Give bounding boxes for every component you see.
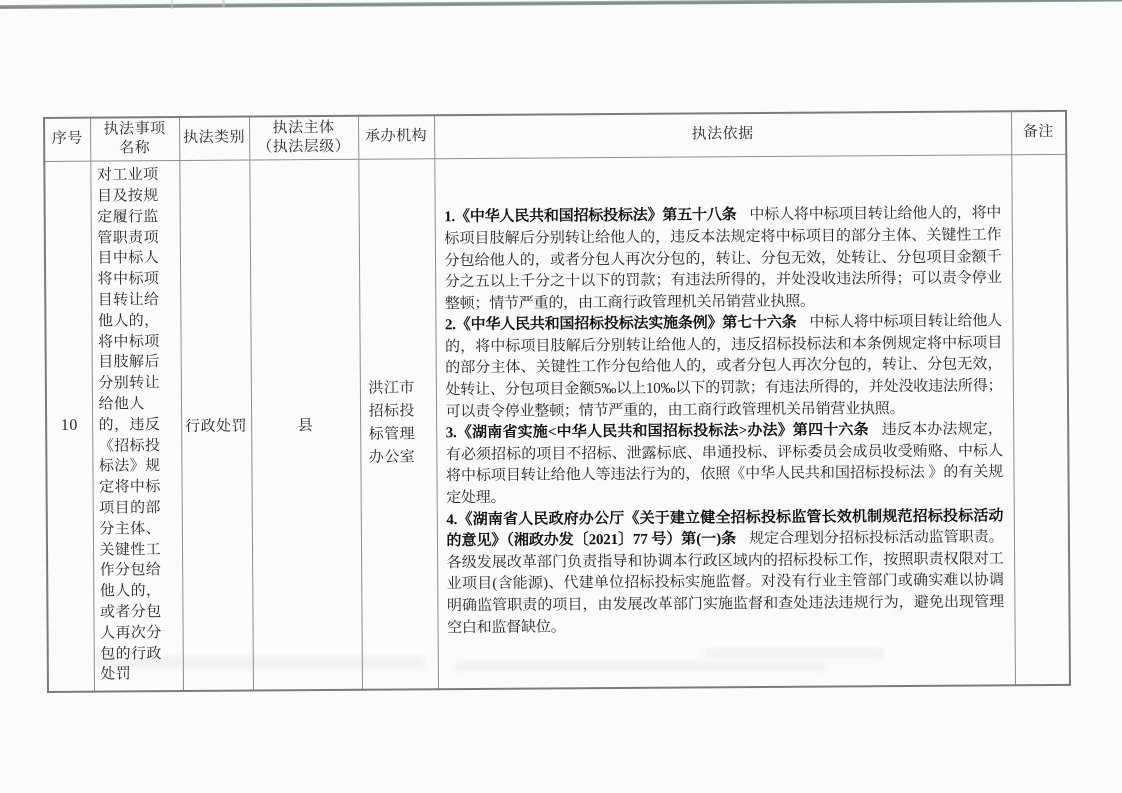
header-enforcement-category: 执法类别 xyxy=(179,117,249,160)
agency-text: 洪江市招标投标管理办公室 xyxy=(368,380,416,466)
legal-basis-ref-3: 3.《湖南省实施<中华人民共和国招标投标法>办法》第四十六条 xyxy=(445,422,869,442)
legal-basis-item-3 xyxy=(446,420,1004,510)
scan-speck xyxy=(171,0,173,9)
table-row xyxy=(44,154,1070,692)
legal-basis-item-4 xyxy=(446,506,1004,639)
scan-speck xyxy=(222,0,225,7)
legal-basis-ref-4: 4.《湖南省人民政府办公厅《关于建立健全招标投标监管长效机制规范招标投标活动的意见》（湘政办发〔2021〕77 号）第(一)条 xyxy=(446,507,1004,550)
cell-matter-name xyxy=(90,160,183,692)
legal-basis-item-2 xyxy=(445,312,1003,424)
cell-undertaking-agency xyxy=(358,158,438,690)
header-legal-basis: 执法依据 xyxy=(434,111,1011,158)
header-serial-number: 序号 xyxy=(44,118,90,161)
legal-basis-item-1 xyxy=(444,204,1002,316)
legal-basis-text-4: 规定合理划分招标投标活动监管职责。各级发展改革部门负责指导和协调本行政区域内的招标投标工作，按照职责权限对工业项目(含能源)、代建单位招标投标实施监督。对没有行业主管部门或确实难以协调明确监管职责的项目，由发展改革部门实施监督和查处违法违规行为，避免出现管理空白和监督缺位。 xyxy=(446,529,1004,636)
legal-basis-text-2: 中标人将中标项目转让给他人的，将中标项目肢解后分别转让给他人的，违反招标投标法和本条例规定将中标项目的部分主体、关键性工作分包给他人的，或者分包人再次分包的，转让、分包无效，处转让、分包项目金额5‰以上10‰以下的罚款；有违法所得的，并处没收违法所得；可以责令停业整顿；情节严重的，由工商行政管理机关吊销营业执照。 xyxy=(445,313,1003,420)
cell-enforcement-category: 行政处罚 xyxy=(179,160,253,691)
cell-enforcement-subject: 县 xyxy=(249,159,362,691)
scan-edge-line xyxy=(0,0,1122,9)
legal-basis-text-3: 违反本办法规定，有必须招标的项目不招标、泄露标底、串通投标、评标委员会成员收受贿赂、中标人将中标项目转让给他人等违法行为的，依照《中华人民共和国招标投标法 》的有关规定处理。 xyxy=(445,421,1004,507)
matter-name-text: 对工业项目及按规定履行监管职责项目中标人将中标项目转让给他人的，将中标项目肢解后分别转让给他人的，违反《招标投标法》规定将中标项目的部分主体、关键性工作分包给他人的，或者分包人再次分包的行政处罚 xyxy=(96,167,162,684)
cell-remarks xyxy=(1011,154,1070,685)
legal-basis-text-1: 中标人将中标项目转让给他人的，将中标项目肢解后分别转让给他人的，违反本法规定将中标项目的部分主体、关键性工作分包给他人的，或者分包人再次分包的，转让、分包无效，处转让、分包项目金额千分之五以上千分之十以下的罚款；有违法所得的，并处没收违法所得；可以责令停业整顿；情节严重的，由工商行政管理机关吊销营业执照。 xyxy=(444,205,1002,312)
legal-basis-list xyxy=(444,204,1004,640)
cell-serial-number: 10 xyxy=(44,161,94,692)
header-enforcement-subject: 执法主体 （执法层级） xyxy=(249,116,358,160)
cell-legal-basis xyxy=(434,154,1015,689)
header-undertaking-agency: 承办机构 xyxy=(358,115,434,159)
header-matter-name: 执法事项 名称 xyxy=(90,117,179,161)
table-header-row xyxy=(44,111,1066,161)
header-remarks: 备注 xyxy=(1011,111,1066,154)
legal-basis-ref-1: 1.《中华人民共和国招标投标法》第五十八条 xyxy=(444,207,737,226)
legal-basis-ref-2: 2.《中华人民共和国招标投标法实施条例》第七十六条 xyxy=(444,315,797,334)
enforcement-matters-table xyxy=(43,110,1071,693)
